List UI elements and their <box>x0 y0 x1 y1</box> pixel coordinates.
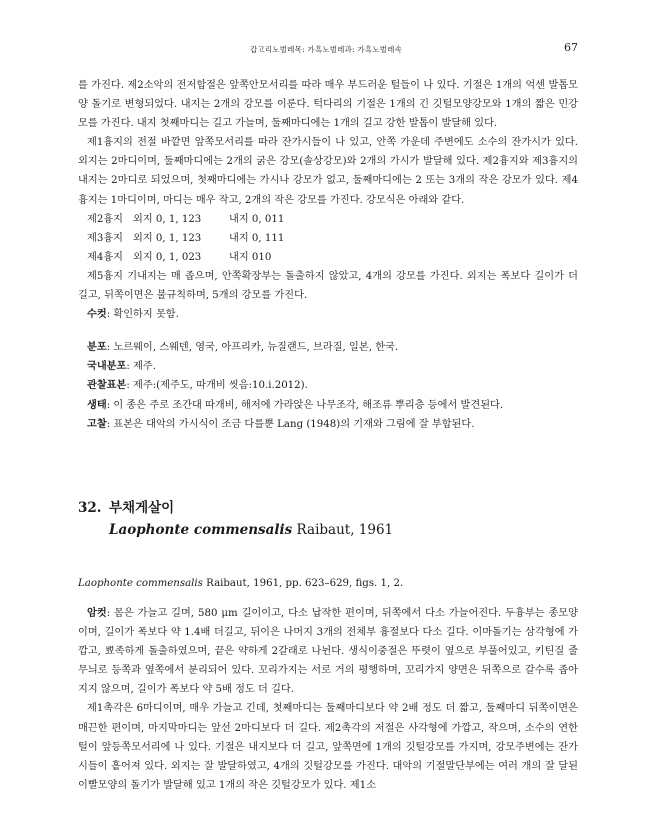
species-description <box>78 604 578 795</box>
species-authority: Raibaut, 1961 <box>296 522 394 538</box>
species-korean-line <box>78 497 578 519</box>
specimen-label: 관찰표본 <box>87 379 127 392</box>
setal-formula-row <box>78 248 578 267</box>
section-gap <box>78 324 578 338</box>
setal-formula-row <box>78 229 578 248</box>
specimen-text: : 제주:(제주도, 따개비 씻음:10.i.2012). <box>126 380 308 392</box>
formula-leg: 제2흉지 <box>87 213 124 225</box>
species-korean-name: 부채게살이 <box>109 500 175 516</box>
formula-exopod: 외지 0, 1, 123 <box>133 213 202 225</box>
formula-endopod: 내지 0, 111 <box>229 232 285 244</box>
male-label: 수컷 <box>87 308 107 321</box>
remarks <box>78 415 578 434</box>
remarks-label: 고찰 <box>87 417 107 430</box>
paragraph-legs: 제1흉지의 전절 바깥면 앞쪽모서리를 따라 잔가시들이 나 있고, 안쪽 가운데 주변에도 소수의 잔가시가 있다. 외지는 2마디이며, 둘째마디에는 2개의 굵은 강모(솔상강모)와 2개의 가시가 발달해 있다. 제2흉지와 제3흉지의 내지는 2마디로 되었으며, 첫째마디에는 가시나 강모가 없고, 둘째마디에는 2 또는 3개의 작은 강모가 있다. 제4흉지는 1마디이며, 마디는 매우 작고, 2개의 작은 강모를 가진다. 강모식은 아래와 같다. <box>78 137 578 206</box>
previous-species-description <box>78 76 578 434</box>
page-number: 67 <box>564 41 578 54</box>
setal-formula-row <box>78 210 578 229</box>
specimens <box>78 376 578 395</box>
distribution-label: 분포 <box>87 341 107 354</box>
formula-leg: 제3흉지 <box>87 232 124 244</box>
formula-endopod: 내지 010 <box>229 251 272 263</box>
formula-leg: 제4흉지 <box>87 251 124 263</box>
ecology-label: 생태 <box>87 398 107 411</box>
paragraph-mouthparts: 를 가진다. 제2소악의 전저합절은 앞쪽안모서리를 따라 매우 부드러운 털들이 나 있다. 기절은 1개의 억센 발톱모양 돌기로 변형되었다. 내지는 2개의 강모를 이룬다. 턱다리의 기절은 1개의 긴 깃털모양강모와 1개의 짧은 민강모를 가진다. 내지 첫째마디는 길고 가늘며, 둘째마디에는 1개의 길고 강한 발톱이 발달해 있다. <box>78 80 578 130</box>
literature-citation <box>78 576 578 592</box>
domestic-distribution <box>78 357 578 376</box>
formula-exopod: 외지 0, 1, 123 <box>133 232 202 244</box>
female-text: : 몸은 가늘고 길며, 580 μm 길이이고, 다소 납작한 편이며, 뒤쪽에서 다소 가늘어진다. 두흉부는 종모양이며, 길이가 폭보다 약 1.4배 더길고, 뒤이은 나머지 3개의 전체부 흉절보다 다소 길다. 이마돌기는 삼각형에 가깝고, 뾰족하게 돌출하였으며, 끝은 약하게 2갈래로 나뉜다. 생식이중절은 뚜렷이 옆으로 부풀어있고, 키틴질 줄무늬로 등쪽과 옆쪽에서 분리되어 있다. 꼬리가지는 서로 거의 평행하며, 꼬리가지 양면은 뒤쪽으로 갈수록 좁아지지 않으며, 길이가 폭보다 약 5배 정도 더 길다. <box>78 608 578 696</box>
remarks-text: : 표본은 대악의 가시식이 조금 다를뿐 Lang (1948)의 기재와 그림에 잘 부합된다. <box>106 418 475 430</box>
species-scientific-line <box>78 519 578 541</box>
distribution-text: : 노르웨이, 스웨덴, 영국, 아프리카, 뉴질랜드, 브라질, 일본, 한국. <box>106 342 399 354</box>
running-head: 갑고리노벌레목: 가흑노벌레과: 가흑노벌레속 <box>249 45 403 54</box>
antenna-description: 제1촉각은 6마디이며, 매우 가늘고 긴데, 첫째마디는 둘째마디보다 약 2배 정도 더 짧고, 둘째마디 뒤쪽이면은 매끈한 편이며, 마지막마디는 앞선 2마디보다 더 길다. 제2촉각의 저절은 사각형에 가깝고, 작으며, 소수의 연한 털이 앞등쪽모서리에 나 있다. 기절은 내지보다 더 길고, 앞쪽면에 1개의 깃털강모를 가지며, 강모주변에는 잔가시들이 흩어져 있다. 외지는 잘 발달하였고, 4개의 깃털강모를 가진다. 대악의 기절말단부에는 여러 개의 잘 달된 이빨모양의 돌기가 발달해 있고 1개의 작은 깃털강모가 있다. 제1소 <box>78 703 578 791</box>
formula-endopod: 내지 0, 011 <box>229 213 285 225</box>
citation-rest: Raibaut, 1961, pp. 623–629, figs. 1, 2. <box>202 578 404 589</box>
domestic-text: : 제주. <box>126 361 156 373</box>
distribution <box>78 338 578 357</box>
species-heading <box>78 497 578 541</box>
domestic-label: 국내분포 <box>87 360 127 373</box>
ecology-text: : 이 종은 주로 조간대 따개비, 해저에 가라앉은 나무조각, 해조류 뿌리층 등에서 발견된다. <box>106 399 504 411</box>
formula-exopod: 외지 0, 1, 023 <box>133 251 202 263</box>
ecology <box>78 396 578 415</box>
male-note <box>78 305 578 324</box>
female-label: 암컷 <box>87 607 107 619</box>
female-description <box>78 604 578 699</box>
male-text: : 확인하지 못함. <box>106 309 179 321</box>
citation-name: Laophonte commensalis <box>78 578 203 589</box>
species-scientific-name: Laophonte commensalis <box>109 522 293 538</box>
species-number: 32. <box>78 500 102 516</box>
paragraph-p5: 제5흉지 기내지는 매 좁으며, 안쪽확장부는 돌출하지 않았고, 4개의 강모를 가진다. 외지는 폭보다 길이가 더 길고, 뒤쪽이면은 불규칙하며, 5개의 강모를 가진다. <box>78 270 578 302</box>
